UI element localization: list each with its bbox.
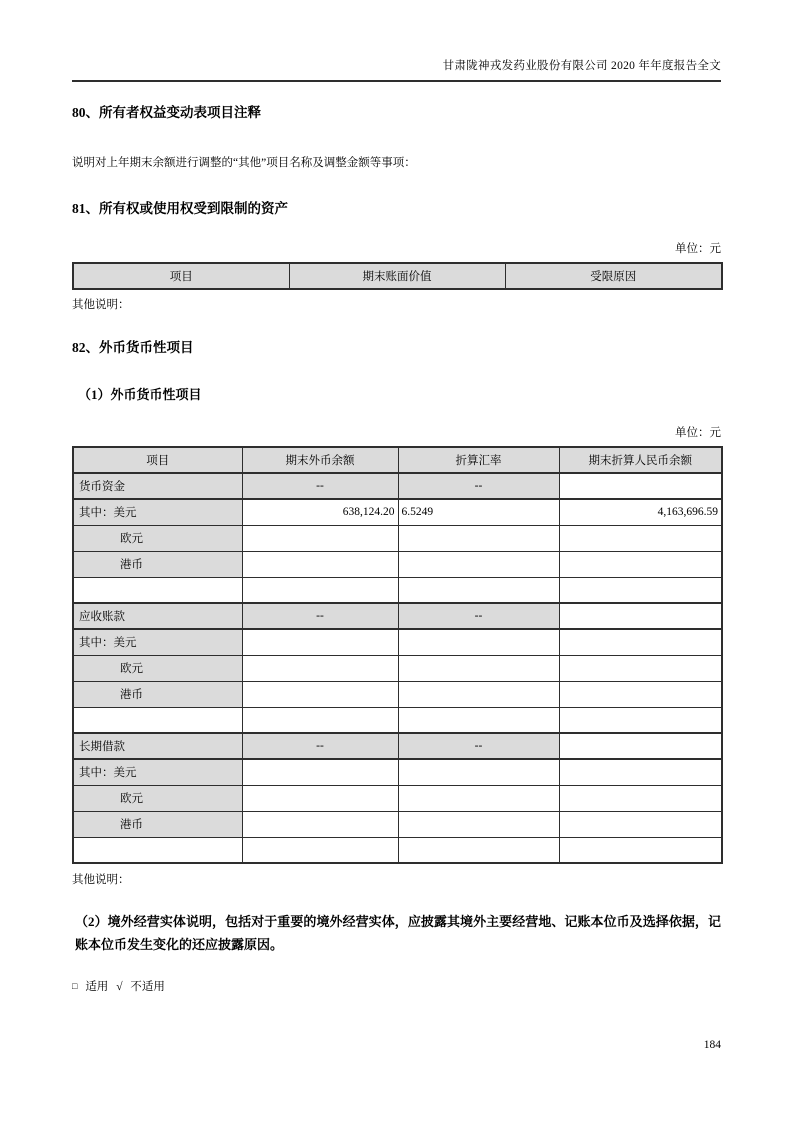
table-row xyxy=(73,811,722,837)
column-header: 项目 xyxy=(73,447,242,473)
table-row xyxy=(73,551,722,577)
value-cell xyxy=(242,811,398,837)
value-cell xyxy=(242,785,398,811)
value-cell xyxy=(559,681,722,707)
section-82-heading: 82、外币货币性项目 xyxy=(72,340,194,355)
item-label-cell: 应收账款 xyxy=(73,603,242,629)
value-cell xyxy=(398,629,559,655)
value-cell xyxy=(398,837,559,863)
table-row xyxy=(73,681,722,707)
column-header: 折算汇率 xyxy=(398,447,559,473)
fx-table-body xyxy=(73,473,722,863)
value-cell xyxy=(559,759,722,785)
value-cell xyxy=(242,655,398,681)
item-label-cell: 欧元 xyxy=(73,655,242,681)
value-cell xyxy=(559,629,722,655)
item-label-cell: 货币资金 xyxy=(73,473,242,499)
item-label-cell: 其中：美元 xyxy=(73,759,242,785)
restricted-assets-table xyxy=(72,262,723,290)
value-cell xyxy=(398,551,559,577)
table-row xyxy=(73,629,722,655)
applicability-line xyxy=(72,978,721,994)
item-label-cell: 长期借款 xyxy=(73,733,242,759)
page-number: 184 xyxy=(703,1039,721,1051)
document-header xyxy=(72,0,721,82)
value-cell xyxy=(559,837,722,863)
value-cell xyxy=(242,681,398,707)
table-header-row xyxy=(73,263,722,289)
value-cell xyxy=(398,707,559,733)
column-header: 期末折算人民币余额 xyxy=(559,447,722,473)
not-applicable-label: 不适用 xyxy=(130,981,165,993)
item-label-cell xyxy=(73,577,242,603)
report-title: 甘肃陇神戎发药业股份有限公司 2020 年年度报告全文 xyxy=(442,60,721,72)
section-82-sub1-heading: （1）外币货币性项目 xyxy=(78,387,202,402)
value-cell xyxy=(559,785,722,811)
unit-label-81: 单位：元 xyxy=(675,243,721,255)
value-cell xyxy=(559,707,722,733)
section-82-sub2-heading: （2）境外经营实体说明，包括对于重要的境外经营实体，应披露其境外主要经营地、记账本位币及选择依据，记账本位币发生变化的还应披露原因。 xyxy=(75,914,721,952)
value-cell xyxy=(398,785,559,811)
value-cell: 6.5249 xyxy=(398,499,559,525)
value-cell xyxy=(242,525,398,551)
value-cell xyxy=(559,811,722,837)
table-row xyxy=(73,577,722,603)
value-cell xyxy=(559,733,722,759)
value-cell: 4,163,696.59 xyxy=(559,499,722,525)
section-82-other-note: 其他说明： xyxy=(72,874,130,886)
section-81-other-note: 其他说明： xyxy=(72,299,130,311)
item-label-cell: 欧元 xyxy=(73,525,242,551)
value-cell: -- xyxy=(242,473,398,499)
value-cell xyxy=(398,655,559,681)
value-cell xyxy=(559,655,722,681)
column-header: 受限原因 xyxy=(505,263,722,289)
section-81-heading: 81、所有权或使用权受到限制的资产 xyxy=(72,201,288,216)
table-row xyxy=(73,473,722,499)
foreign-currency-table xyxy=(72,446,723,864)
value-cell xyxy=(398,681,559,707)
value-cell xyxy=(398,811,559,837)
section-80-heading: 80、所有者权益变动表项目注释 xyxy=(72,105,261,120)
applicable-label: 适用 xyxy=(85,981,109,993)
value-cell xyxy=(559,577,722,603)
column-header: 期末外币余额 xyxy=(242,447,398,473)
value-cell xyxy=(242,551,398,577)
value-cell xyxy=(559,603,722,629)
value-cell xyxy=(398,525,559,551)
table-row xyxy=(73,499,722,525)
table-row xyxy=(73,525,722,551)
column-header: 项目 xyxy=(73,263,289,289)
item-label-cell: 其中：美元 xyxy=(73,499,242,525)
table-row xyxy=(73,603,722,629)
value-cell: -- xyxy=(242,733,398,759)
value-cell xyxy=(242,577,398,603)
table-row xyxy=(73,707,722,733)
value-cell xyxy=(242,707,398,733)
value-cell xyxy=(559,473,722,499)
item-label-cell: 港币 xyxy=(73,811,242,837)
value-cell: -- xyxy=(398,733,559,759)
item-label-cell: 欧元 xyxy=(73,785,242,811)
item-label-cell: 其中：美元 xyxy=(73,629,242,655)
value-cell: -- xyxy=(398,473,559,499)
table-row xyxy=(73,733,722,759)
table-header-row xyxy=(73,447,722,473)
value-cell: -- xyxy=(242,603,398,629)
table-row xyxy=(73,785,722,811)
item-label-cell xyxy=(73,837,242,863)
item-label-cell xyxy=(73,707,242,733)
section-80-note: 说明对上年期末余额进行调整的“其他”项目名称及调整金额等事项： xyxy=(72,157,416,169)
value-cell: -- xyxy=(398,603,559,629)
value-cell xyxy=(559,525,722,551)
value-cell xyxy=(242,837,398,863)
item-label-cell: 港币 xyxy=(73,681,242,707)
value-cell xyxy=(242,759,398,785)
value-cell: 638,124.20 xyxy=(242,499,398,525)
table-row xyxy=(73,837,722,863)
checkbox-unchecked-icon: □ xyxy=(72,981,78,991)
value-cell xyxy=(398,577,559,603)
table-row xyxy=(73,759,722,785)
value-cell xyxy=(398,759,559,785)
value-cell xyxy=(559,551,722,577)
value-cell xyxy=(242,629,398,655)
column-header: 期末账面价值 xyxy=(289,263,505,289)
item-label-cell: 港币 xyxy=(73,551,242,577)
check-mark-icon: √ xyxy=(116,981,123,993)
unit-label-82: 单位：元 xyxy=(675,427,721,439)
table-row xyxy=(73,655,722,681)
